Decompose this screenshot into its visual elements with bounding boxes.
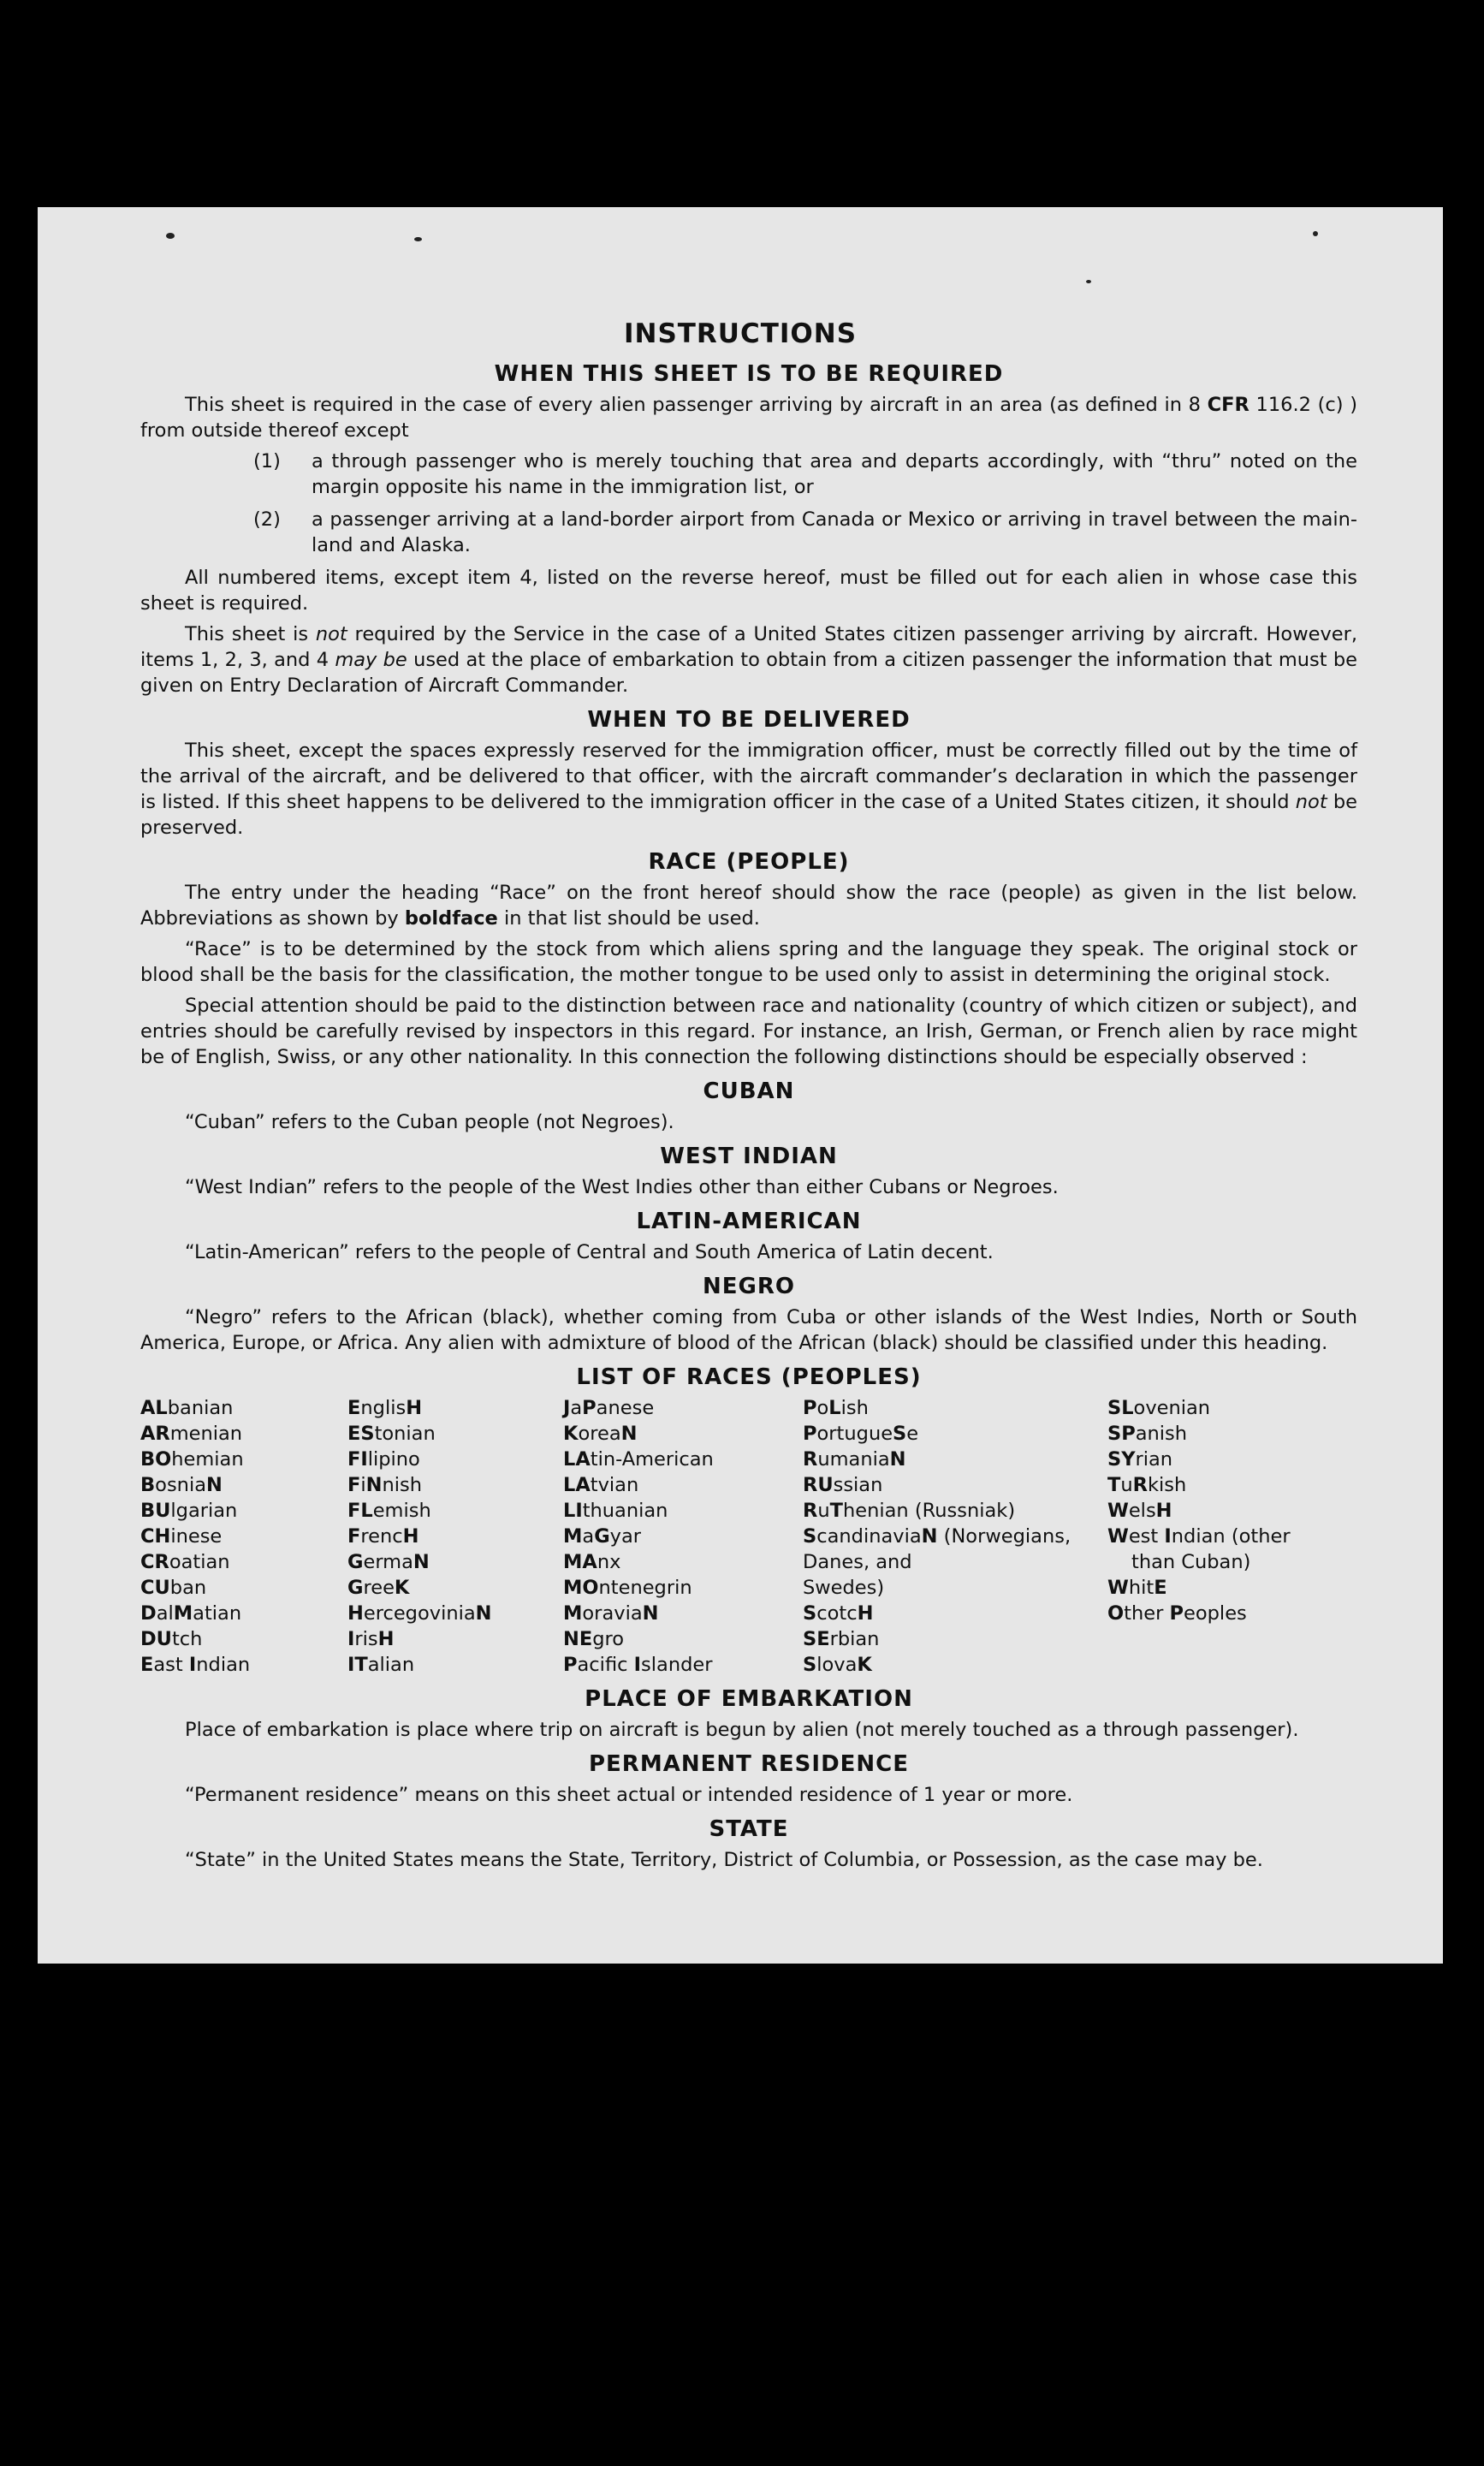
race-entry: CUban: [140, 1577, 207, 1599]
race-entry: BUlgarian: [140, 1500, 238, 1522]
race-entry: EStonian: [347, 1423, 436, 1445]
race-entry: FrencH: [347, 1525, 419, 1548]
exception-item-1: (1) a through passenger who is merely touching that area and departs accordingly, with “thru” noted on the margin opposite his name in the immigration list, or: [253, 450, 1357, 498]
race-entry: West Indian (other: [1107, 1525, 1291, 1548]
race-entry: PoLish: [803, 1397, 869, 1419]
heading-state: STATE: [709, 1816, 789, 1842]
race-entry: SLovenian: [1107, 1397, 1211, 1419]
race-entry: Other Peoples: [1107, 1602, 1247, 1625]
race-entry: SlovaK: [803, 1654, 872, 1676]
races-column-3: [563, 1395, 803, 1678]
race-entry: NEgro: [563, 1628, 625, 1650]
race-entry: WelsH: [1107, 1500, 1172, 1522]
race-entry: HercegoviniaN: [347, 1602, 492, 1625]
negro-text: “Negro” refers to the African (black), whether coming from Cuba or other islands of the West Indies, North or South America, Europe, or Africa. Any alien with admixture of blood of the African (black) should be classified under this heading.: [140, 1306, 1357, 1354]
race-entry: Swedes): [803, 1577, 885, 1599]
scan-speck: [414, 237, 422, 241]
required-intro: This sheet is required in the case of every alien passenger arriving by aircraft in an area (as defined in 8 CFR 116.2 (c) ) from outside thereof except: [140, 394, 1357, 442]
numbered-items-paragraph: All numbered items, except item 4, listed on the reverse hereof, must be filled out for each alien in whose case this sheet is required.: [140, 567, 1357, 615]
race-entry: EnglisH: [347, 1397, 423, 1419]
race-entry: BOhemian: [140, 1448, 244, 1471]
heading-cuban: CUBAN: [703, 1079, 795, 1104]
state-text: “State” in the United States means the State, Territory, District of Columbia, or Possession, as the case may be.: [185, 1849, 1263, 1871]
race-entry: Danes, and: [803, 1551, 912, 1573]
race-paragraph-3: Special attention should be paid to the distinction between race and nationality (country of which citizen or subject), and entries should be carefully revised by inspectors in this regard. For instance, an Irish, German, or French alien by race might be of English, Swiss, or any other nationality. In this connection the following distinctions should be especially observed :: [140, 995, 1357, 1068]
race-paragraph-2: “Race” is to be determined by the stock from which aliens spring and the language they speak. The original stock or blood shall be the basis for the classification, the mother tongue to be used only to assist in determining the original stock.: [140, 938, 1357, 986]
race-entry: ARmenian: [140, 1423, 243, 1445]
race-entry: MOntenegrin: [563, 1577, 692, 1599]
race-entry: LAtin-American: [563, 1448, 714, 1471]
delivered-paragraph: This sheet, except the spaces expressly reserved for the immigration officer, must be correctly filled out by the time of the arrival of the aircraft, and be delivered to that officer, with the aircraft commander’s declaration in which the passenger is listed. If this sheet happens to be delivered to the immigration officer in the case of a United States citizen, it should not be preserved.: [140, 740, 1358, 839]
race-entry: WhitE: [1107, 1577, 1167, 1599]
race-entry: East Indian: [140, 1654, 251, 1676]
page-title: INSTRUCTIONS: [623, 318, 858, 349]
races-column-1: [140, 1395, 347, 1678]
races-column-5: [1107, 1395, 1347, 1678]
races-column-4: [803, 1395, 1107, 1678]
heading-permanent-residence: PERMANENT RESIDENCE: [588, 1751, 910, 1777]
race-entry: LIthuanian: [563, 1500, 668, 1522]
race-entry: SPanish: [1107, 1423, 1187, 1445]
scan-speck: [166, 233, 175, 239]
race-entry: than Cuban): [1131, 1551, 1251, 1573]
heading-race: RACE (PEOPLE): [648, 849, 850, 875]
race-entry: MAnx: [563, 1551, 621, 1573]
heading-west-indian: WEST INDIAN: [660, 1144, 838, 1169]
race-entry: TuRkish: [1107, 1474, 1187, 1496]
race-entry: RUssian: [803, 1474, 883, 1496]
race-entry: SErbian: [803, 1628, 880, 1650]
race-entry: DUtch: [140, 1628, 203, 1650]
race-entry: LAtvian: [563, 1474, 639, 1496]
scan-speck: [1086, 280, 1091, 283]
race-paragraph-1: The entry under the heading “Race” on the front hereof should show the race (people) as given in the list below. Abbreviations as shown by boldface in that list should be used.: [140, 882, 1357, 930]
heading-required: WHEN THIS SHEET IS TO BE REQUIRED: [494, 361, 1004, 387]
race-entry: BosniaN: [140, 1474, 223, 1496]
race-entry: CRoatian: [140, 1551, 230, 1573]
race-entry: RuThenian (Russniak): [803, 1500, 1016, 1522]
race-entry: PortugueSe: [803, 1423, 919, 1445]
races-column-2: [347, 1395, 563, 1678]
cuban-text: “Cuban” refers to the Cuban people (not Negroes).: [185, 1111, 674, 1133]
heading-embarkation: PLACE OF EMBARKATION: [585, 1686, 913, 1712]
race-entry: ALbanian: [140, 1397, 234, 1419]
instruction-sheet: [38, 207, 1443, 1964]
race-entry: FiNnish: [347, 1474, 423, 1496]
race-entry: GermaN: [347, 1551, 430, 1573]
residence-text: “Permanent residence” means on this sheet actual or intended residence of 1 year or more.: [185, 1784, 1073, 1806]
race-entry: SYrian: [1107, 1448, 1173, 1471]
race-entry: CHinese: [140, 1525, 223, 1548]
west-indian-text: “West Indian” refers to the people of the West Indies other than either Cubans or Negroes.: [185, 1176, 1059, 1198]
scan-speck: [1313, 231, 1318, 236]
heading-latin-american: LATIN-AMERICAN: [636, 1209, 862, 1234]
race-entry: KoreaN: [563, 1423, 638, 1445]
race-entry: ScotcH: [803, 1602, 874, 1625]
race-entry: ScandinaviaN (Norwegians,: [803, 1525, 1071, 1548]
race-entry: FIlipino: [347, 1448, 420, 1471]
heading-negro: NEGRO: [703, 1274, 795, 1299]
race-entry: GreeK: [347, 1577, 410, 1599]
race-entry: FLemish: [347, 1500, 431, 1522]
race-entry: JaPanese: [563, 1397, 655, 1419]
race-entry: DalMatian: [140, 1602, 242, 1625]
latin-american-text: “Latin-American” refers to the people of Central and South America of Latin decent.: [185, 1241, 994, 1263]
race-entry: ITalian: [347, 1654, 415, 1676]
race-entry: Pacifc Islander: [563, 1654, 713, 1676]
race-entry: MaGyar: [563, 1525, 642, 1548]
citizen-paragraph: This sheet is not required by the Service in the case of a United States citizen passenger arriving by aircraft. However, items 1, 2, 3, and 4 may be used at the place of embarkation to obtain from a citizen passenger the information that must be given on Entry Declaration of Aircraft Commander.: [140, 623, 1357, 697]
race-entry: RumaniaN: [803, 1448, 906, 1471]
heading-list-of-races: LIST OF RACES (PEOPLES): [576, 1364, 922, 1390]
race-entry: IrisH: [347, 1628, 395, 1650]
heading-delivered: WHEN TO BE DELIVERED: [587, 707, 911, 733]
races-list: [140, 1395, 1357, 1678]
race-entry: MoraviaN: [563, 1602, 659, 1625]
exception-item-2: (2) a passenger arriving at a land-border airport from Canada or Mexico or arriving in travel between the main-land and Alaska.: [253, 508, 1357, 556]
embarkation-text: Place of embarkation is place where trip on aircraft is begun by alien (not merely touched as a through passenger).: [185, 1719, 1299, 1741]
